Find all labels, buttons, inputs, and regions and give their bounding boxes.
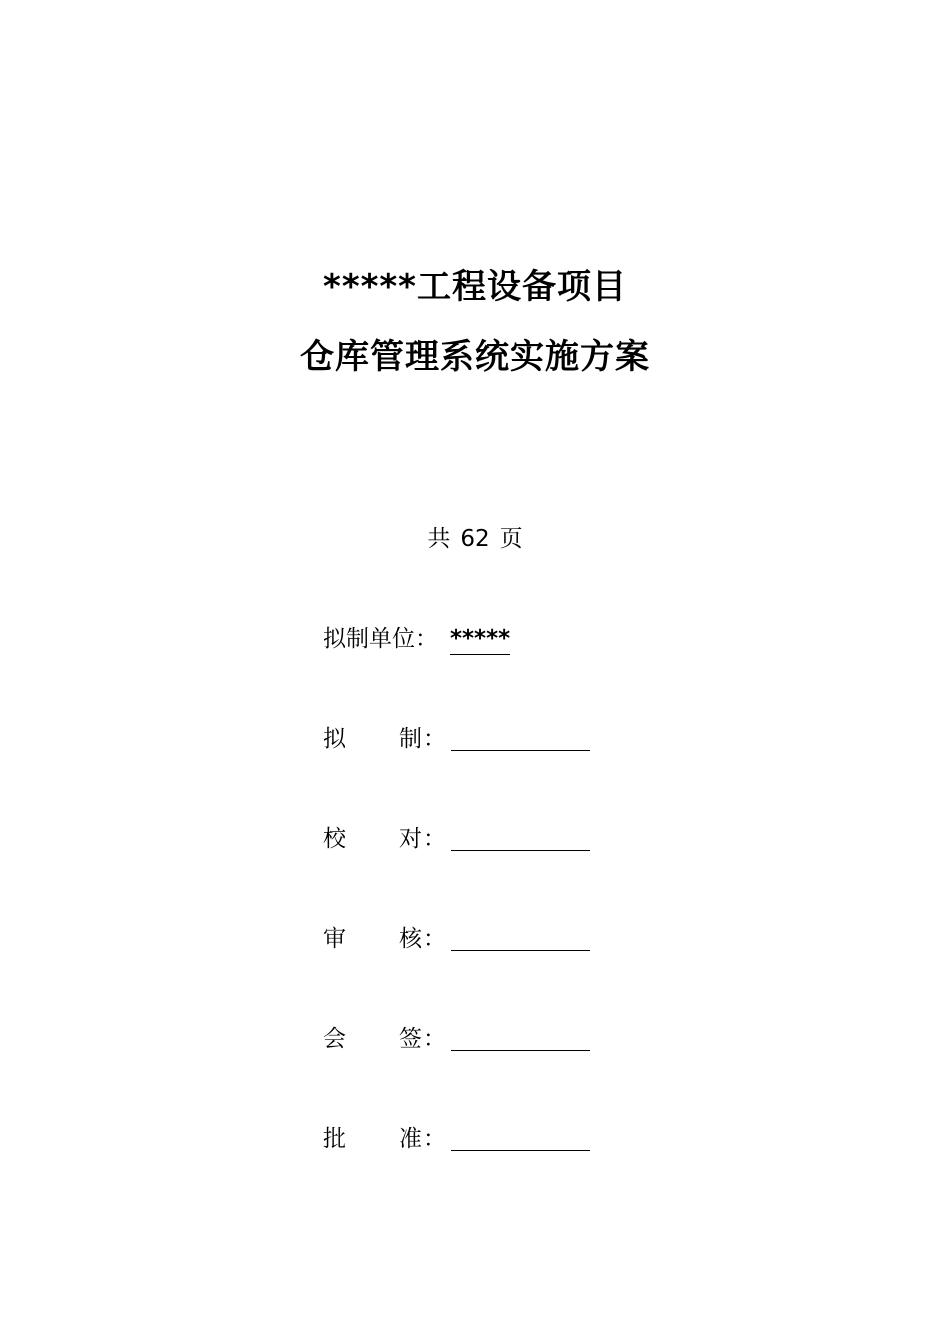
page-count-prefix: 共 [427,526,451,552]
signature-row-approved [323,1124,603,1156]
signature-label-char-1: 批 [323,1126,346,1152]
drafting-unit-label: 拟制单位： [323,626,438,652]
signature-colon: ： [423,826,446,852]
signature-colon: ： [423,726,446,752]
signature-row-countersigned [323,1024,603,1056]
signature-row-proofread [323,824,603,856]
signature-label-char-2: 制 [399,726,422,752]
signature-blank-line[interactable] [451,1150,590,1151]
signature-label-char-2: 对 [399,826,422,852]
page-count-suffix: 页 [499,526,523,552]
signature-row-drafted [323,724,603,756]
signature-label-char-1: 拟 [323,726,346,752]
signature-blank-line[interactable] [451,750,590,751]
signature-blank-line[interactable] [451,1050,590,1051]
drafting-unit-value: ***** [450,624,510,655]
drafting-unit-row [323,624,603,656]
document-title-line-2: 仓库管理系统实施方案 [300,337,650,377]
signature-label-char-1: 审 [323,926,346,952]
signature-label-char-1: 校 [323,826,346,852]
signature-row-reviewed [323,924,603,956]
signature-blank-line[interactable] [451,850,590,851]
signature-blank-line[interactable] [451,950,590,951]
signature-colon: ： [423,1126,446,1152]
signature-label-char-1: 会 [323,1026,346,1052]
document-title-line-1: *****工程设备项目 [323,267,627,307]
signature-label-char-2: 准 [399,1126,422,1152]
signature-colon: ： [423,926,446,952]
signature-label-char-2: 签 [399,1026,422,1052]
signature-colon: ： [423,1026,446,1052]
page-count [0,524,950,554]
page-count-number: 62 [460,526,490,552]
signature-label-char-2: 核 [399,926,422,952]
